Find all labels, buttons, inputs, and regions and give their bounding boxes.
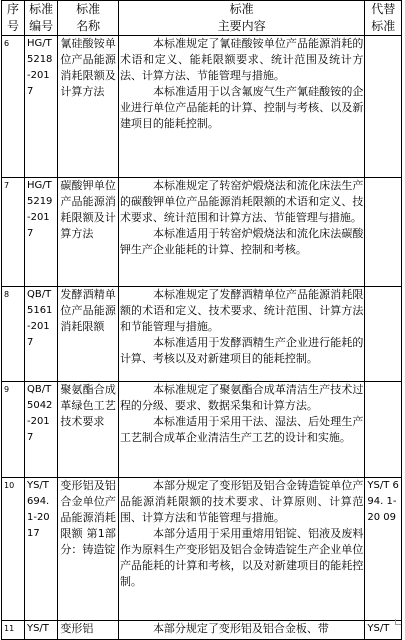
standard-name: 氰硅酸铵单位产品能源消耗限额及计算方法	[58, 36, 119, 178]
content-paragraph: 本部分规定了变形铝及铝合金板、带	[152, 622, 329, 635]
header-code: 标准 编号	[24, 1, 57, 36]
standard-name: 碳酸钾单位产品能源消耗限额及计算方法	[58, 178, 119, 287]
row-number: 8	[2, 287, 25, 382]
header-replace: 代替 标准	[365, 1, 402, 36]
table-row	[2, 287, 402, 382]
standard-content	[118, 287, 364, 382]
table-header-row	[2, 1, 402, 36]
table-row	[2, 36, 402, 178]
content-paragraph: 本部分适用于采用重熔用铝锭、铝液及废料作为原料生产变形铝及铝合金铸造锭生产企业单位产品能耗的计算和考核，以及对新建项目的能耗控制。	[119, 527, 364, 588]
standard-name: 变形铝及铝合金单位产品能源消耗限额 第1部分：铸造锭	[58, 478, 119, 621]
row-number: 6	[2, 36, 25, 178]
standard-code: HG/T 5219 -201 7	[24, 178, 57, 287]
standard-code: QB/T 5042 -201 7	[24, 382, 57, 478]
standard-code: YS/T	[24, 621, 57, 640]
row-number: 10	[2, 478, 25, 621]
standard-code: HG/T 5218 -201 7	[24, 36, 57, 178]
content-paragraph: 本部分规定了变形铝及铝合金铸造锭单位产品能源消耗限额的技术要求、计算原则、计算范围、计算方法和节能管理与措施。	[119, 479, 364, 524]
standard-name: 聚氨酯合成革绿色工艺技术要求	[58, 382, 119, 478]
standard-code: QB/T 5161 -201 7	[24, 287, 57, 382]
replaced-standard	[365, 287, 402, 382]
standard-content	[118, 36, 364, 178]
page-corner-mark	[395, 619, 401, 625]
table-row	[2, 621, 402, 640]
content-paragraph: 本标准规定了转窑炉煅烧法和流化床法生产的碳酸钾单位产品能源消耗限额的术语和定义、技术要求、统计范围和计算方法、节能管理与措施。	[119, 179, 364, 224]
row-number: 9	[2, 382, 25, 478]
standards-table	[1, 0, 402, 640]
header-name: 标准 名称	[58, 1, 119, 36]
content-paragraph: 本标准规定了聚氨酯合成革清洁生产技术过程的分级、要求、数据采集和计算方法。	[119, 383, 364, 412]
replaced-standard: YS/T	[365, 621, 402, 640]
content-paragraph: 本标准适用于以含氟废气生产氰硅酸铵的企业进行单位产品能耗的计算、控制与考核、以及新建项目的能耗控制。	[119, 85, 364, 130]
header-content: 标准 主要内容	[118, 1, 364, 36]
standard-code: YS/T 694. 1-20 17	[24, 478, 57, 621]
row-number: 7	[2, 178, 25, 287]
row-number: 11	[2, 621, 25, 640]
standard-name: 发酵酒精单位产品能源消耗限额	[58, 287, 119, 382]
standard-content	[118, 478, 364, 621]
content-paragraph: 本标准适用于发酵酒精生产企业进行能耗的计算、考核以及对新建项目的能耗控制。	[119, 336, 364, 365]
table-row	[2, 382, 402, 478]
standard-content	[118, 621, 364, 640]
standard-content	[118, 178, 364, 287]
replaced-standard: YS/T 694. 1-20 09	[365, 478, 402, 621]
table-row	[2, 478, 402, 621]
content-paragraph: 本标准规定了氰硅酸铵单位产品能源消耗的术语和定义、能耗限额要求、统计范围及统计方法、计算方法、节能管理与措施。	[119, 37, 364, 82]
standard-name: 变形铝	[58, 621, 119, 640]
content-paragraph: 本标准适用于转窑炉煅烧法和流化床法碳酸钾生产企业能耗的计算、控制和考核。	[119, 227, 364, 256]
content-paragraph: 本标准规定了发酵酒精单位产品能源消耗限额的术语和定义、技术要求、统计范围、计算方法和节能管理与措施。	[119, 288, 364, 333]
standard-content	[118, 382, 364, 478]
header-seq: 序 号	[2, 1, 25, 36]
replaced-standard	[365, 36, 402, 178]
replaced-standard	[365, 382, 402, 478]
replaced-standard	[365, 178, 402, 287]
content-paragraph: 本标准适用于采用干法、湿法、后处理生产工艺制合成革企业清洁生产工艺的设计和实施。	[119, 415, 364, 444]
table-row	[2, 178, 402, 287]
